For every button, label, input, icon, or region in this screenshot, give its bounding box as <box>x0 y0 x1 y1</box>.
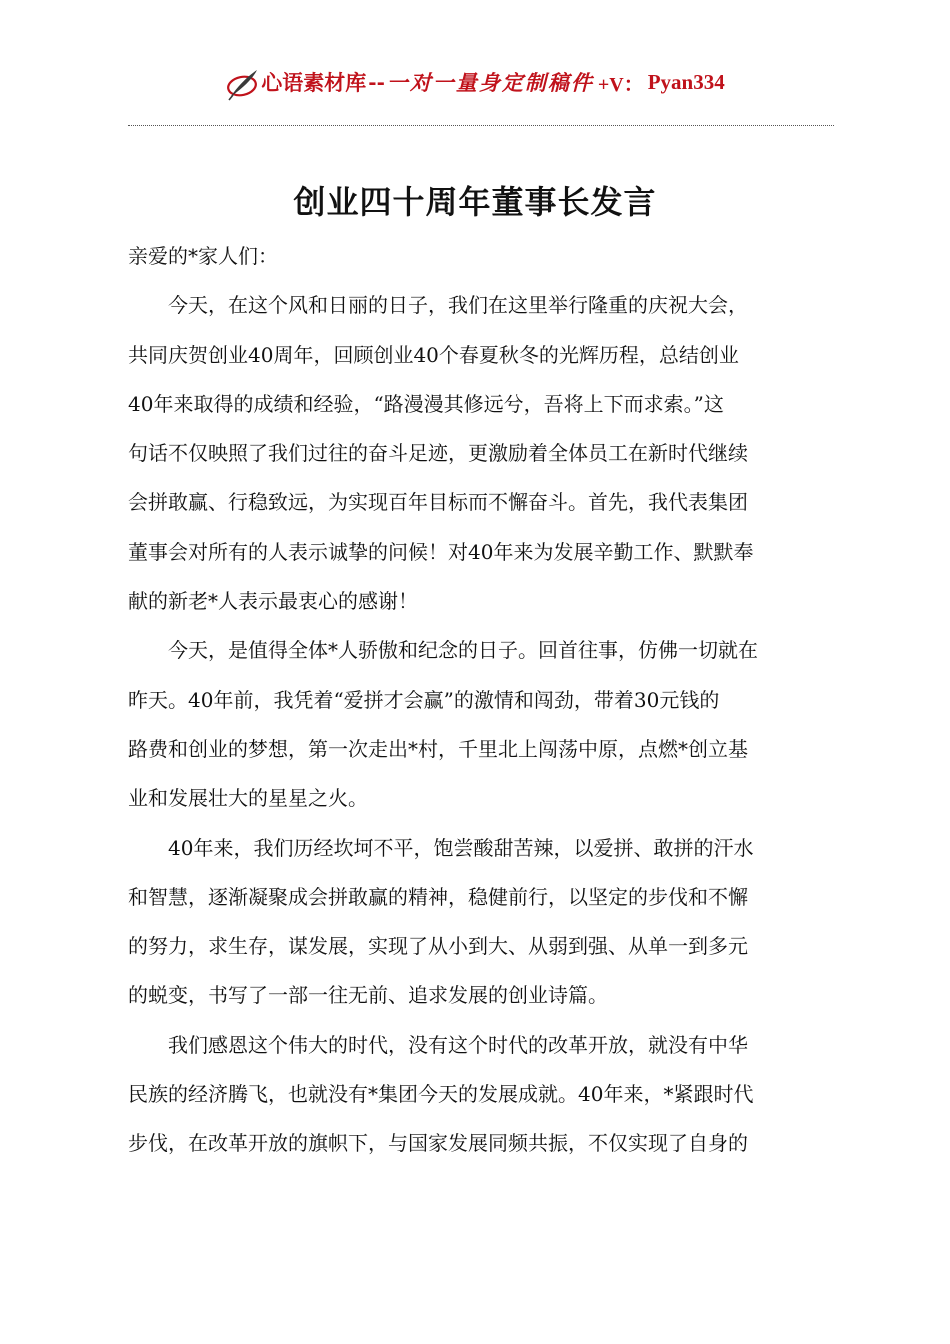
quill-pen-logo-icon <box>225 66 261 102</box>
paragraph <box>128 1021 834 1169</box>
brand-name: 心语素材库 <box>261 70 367 95</box>
paragraph-line: 我们感恩这个伟大的时代，没有这个时代的改革开放，就没有中华 <box>168 1032 748 1057</box>
paragraph-line: 和智慧，逐渐凝聚成会拼敢赢的精神，稳健前行，以坚定的步伐和不懈 <box>128 884 748 909</box>
paragraph-line: 的蜕变，书写了一部一往无前、追求发展的创业诗篇。 <box>128 983 608 1008</box>
page-header <box>0 60 950 104</box>
contact-label: +V： <box>597 73 644 96</box>
paragraph-line: 的努力，求生存，谋发展，实现了从小到大、从弱到强、从单一到多元 <box>128 934 748 959</box>
header-slogan: 一对一量身定制稿件 <box>386 70 594 95</box>
header-separator: -- <box>368 70 385 94</box>
paragraph-line: 路费和创业的梦想，第一次走出*村，千里北上闯荡中原，点燃*创立基 <box>128 736 748 761</box>
paragraph-line: 献的新老*人表示最衷心的感谢！ <box>128 589 418 614</box>
paragraph-list <box>128 281 834 1168</box>
paragraph-line: 民族的经济腾飞，也就没有*集团今天的发展成就。40年来，*紧跟时代 <box>128 1082 754 1107</box>
paragraph-line: 会拼敢赢、行稳致远，为实现百年目标而不懈奋斗。首先，我代表集团 <box>128 490 748 515</box>
paragraph-line: 今天，在这个风和日丽的日子，我们在这里举行隆重的庆祝大会， <box>168 293 748 318</box>
paragraph <box>128 281 834 626</box>
contact-id: Pyan334 <box>647 69 725 94</box>
header-divider <box>128 125 834 126</box>
paragraph-line: 40年来取得的成绩和经验，“路漫漫其修远兮，吾将上下而求索。”这 <box>128 391 724 416</box>
paragraph-line: 业和发展壮大的星星之火。 <box>128 786 368 811</box>
header-banner <box>225 64 724 100</box>
paragraph-line: 句话不仅映照了我们过往的奋斗足迹，更激励着全体员工在新时代继续 <box>128 441 748 466</box>
document-body <box>128 232 834 1169</box>
paragraph-line: 董事会对所有的人表示诚挚的问候！对40年来为发展辛勤工作、默默奉 <box>128 539 754 564</box>
paragraph-line: 共同庆贺创业40周年，回顾创业40个春夏秋冬的光辉历程，总结创业 <box>128 342 739 367</box>
document-title: 创业四十周年董事长发言 <box>293 183 657 221</box>
paragraph <box>128 824 834 1021</box>
salutation: 亲爱的*家人们： <box>128 244 278 268</box>
paragraph-line: 40年来，我们历经坎坷不平，饱尝酸甜苦辣，以爱拼、敢拼的汗水 <box>168 835 754 860</box>
paragraph-line: 步伐，在改革开放的旗帜下，与国家发展同频共振，不仅实现了自身的 <box>128 1131 748 1156</box>
paragraph-line: 今天，是值得全体*人骄傲和纪念的日子。回首往事，仿佛一切就在 <box>168 638 758 663</box>
paragraph <box>128 626 834 823</box>
paragraph-line: 昨天。40年前，我凭着“爱拼才会赢”的激情和闯劲，带着30元钱的 <box>128 687 720 712</box>
